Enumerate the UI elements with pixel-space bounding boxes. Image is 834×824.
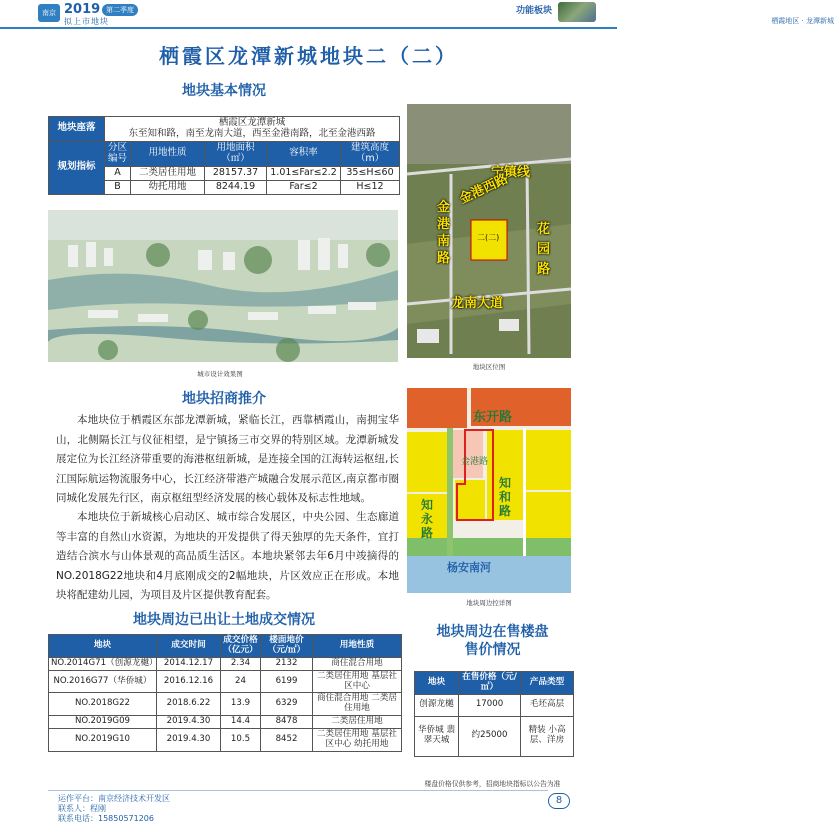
map2-road4: 知永路 (421, 498, 434, 540)
table-row (49, 670, 402, 693)
location-line1: 栖霞区龙潭新城 (218, 117, 286, 128)
location-line2: 东至知和路，南至龙南大道，西至金港南路，北至金港西路 (128, 127, 376, 139)
table-cell: 创源龙樾 (415, 694, 459, 716)
basic-info-table (48, 116, 400, 195)
table-cell: 24 (221, 670, 261, 693)
map-label-north: 宁镇线 (491, 165, 531, 180)
table-cell: 8452 (261, 729, 313, 752)
table-cell: 1.01≤Far≤2.2 (267, 166, 341, 180)
col-height: 建筑高度（m） (341, 141, 400, 166)
table-row (415, 716, 574, 756)
table-cell: 华侨城 翡翠天城 (415, 716, 459, 756)
table-cell: H≤12 (341, 180, 400, 194)
plot-label: 二(二) (477, 233, 500, 242)
table-cell: NO.2016G77（华侨城） (49, 670, 157, 693)
table-cell: 13.9 (221, 693, 261, 716)
table-cell: NO.2019G09 (49, 716, 157, 729)
table-cell: Far≤2 (267, 180, 341, 194)
location-label: 地块座落 (49, 117, 105, 142)
basic-section-title: 地块基本情况 (182, 83, 266, 99)
table-cell: 二类居住用地 基层社区中心 (313, 670, 402, 693)
table-cell: 毛坯高层 (521, 694, 574, 716)
table-cell: 35≤H≤60 (341, 166, 400, 180)
table-row (49, 729, 402, 752)
table-cell: NO.2019G10 (49, 729, 157, 752)
table-cell: 10.5 (221, 729, 261, 752)
map2-river: 杨安南河 (447, 561, 491, 574)
sales-table (414, 671, 574, 757)
table-cell: 2132 (261, 657, 313, 670)
city-badge: 南京 (38, 4, 60, 22)
table-cell: 精装 小高层、洋房 (521, 716, 574, 756)
sales-title-line1: 地块周边在售楼盘 (436, 624, 549, 640)
map2-caption: 地块周边控详图 (466, 599, 512, 607)
th: 地块 (415, 672, 459, 695)
header-subtitle: 拟上市地块 (64, 17, 109, 26)
table-cell: 14.4 (221, 716, 261, 729)
table-cell: 约25000 (459, 716, 521, 756)
transactions-section-title: 地块周边已出让土地成交情况 (133, 612, 315, 628)
page-title: 栖霞区龙潭新城地块二（二） (159, 44, 458, 68)
page-header (0, 0, 834, 26)
map-label-road2: 金港南路 (437, 200, 451, 266)
urban-design-rendering (48, 210, 398, 362)
header-thumbnail (558, 2, 596, 22)
table-cell: 商住混合用地 二类居住用地 (313, 693, 402, 716)
plan-label: 规划指标 (49, 141, 105, 194)
table-cell: B (105, 180, 131, 194)
table-cell: 17000 (459, 694, 521, 716)
col-zone: 分区编号 (105, 141, 131, 166)
th: 在售价格（元/㎡） (459, 672, 521, 695)
col-area: 用地面积（㎡） (205, 141, 267, 166)
map-label-road4: 龙南大道 (451, 296, 504, 311)
table-cell: 2018.6.22 (157, 693, 221, 716)
th: 成交价格（亿元） (221, 635, 261, 658)
header-divider (0, 27, 617, 29)
table-cell: 28157.37 (205, 166, 267, 180)
table-cell: NO.2014G71（创源龙樾） (49, 657, 157, 670)
table-cell: 2019.4.30 (157, 716, 221, 729)
map2-road3: 金港路 (461, 457, 489, 467)
table-cell: 6199 (261, 670, 313, 693)
footer-contact-person: 联系人：程刚 (58, 804, 106, 813)
table-cell: 2016.12.16 (157, 670, 221, 693)
map1-caption: 地块区位图 (472, 363, 506, 371)
photo-caption: 城市设计效果图 (197, 370, 243, 378)
control-plan-map (407, 388, 571, 593)
header-section (480, 3, 834, 26)
footer-contact (58, 794, 170, 824)
location-cell (105, 117, 400, 142)
table-row (49, 657, 402, 670)
header-year: 2019 (64, 2, 101, 17)
map2-road1: 东开路 (473, 410, 513, 425)
table-cell: 2014.12.17 (157, 657, 221, 670)
table-cell: 商住混合用地 (313, 657, 402, 670)
footer-divider (48, 790, 548, 791)
table-cell: 二类居住用地 (313, 716, 402, 729)
table-cell: A (105, 166, 131, 180)
header-district: 栖霞地区 · 龙潭新城 (771, 17, 834, 25)
th: 地块 (49, 635, 157, 658)
table-cell: 2019.4.30 (157, 729, 221, 752)
location-map (407, 104, 571, 358)
map-label-road3: 花园路 (537, 222, 551, 277)
table-cell: 8244.19 (205, 180, 267, 194)
table-row (49, 693, 402, 716)
table-header-row (49, 635, 402, 658)
map2-road2: 知和路 (499, 476, 512, 518)
table-cell: 二类居住用地 (131, 166, 205, 180)
sales-section-title (405, 623, 580, 659)
table-cell: 幼托用地 (131, 180, 205, 194)
table-cell: 8478 (261, 716, 313, 729)
promo-paragraph-1: 本地块位于栖霞区东部龙潭新城，紧临长江，西靠栖霞山，南拥宝华山，北侧隔长江与仪征相望，是宁镇扬三市交界的特别区域。龙潭新城发展定位为长江经济带重要的海港枢纽新城，是连接全国的江海转运枢纽,长江国际航运物流服务中心，长江经济带港产城融合发展示范区,南京都市圈同城化发展先行区，南京枢纽型经济发展的核心载体及标志性地域。 (56, 414, 399, 504)
th: 产品类型 (521, 672, 574, 695)
table-row (415, 694, 574, 716)
sales-title-line2: 售价情况 (464, 642, 521, 658)
footer-platform: 运作平台：南京经济技术开发区 (58, 794, 170, 803)
page-number: 8 (548, 793, 570, 809)
table-header-row (415, 672, 574, 695)
th: 成交时间 (157, 635, 221, 658)
col-use: 用地性质 (131, 141, 205, 166)
col-far: 容积率 (267, 141, 341, 166)
header-section-title: 功能板块 (515, 6, 552, 16)
table-cell: 6329 (261, 693, 313, 716)
th: 楼面地价（元/㎡） (261, 635, 313, 658)
price-note: 楼盘价格仅供参考，招商地块指标以公告为准 (424, 780, 561, 788)
table-cell: 二类居住用地 基层社区中心 幼托用地 (313, 729, 402, 752)
footer-phone: 联系电话：15850571206 (58, 814, 154, 823)
transactions-table (48, 634, 402, 752)
header-quarter: 第二季度 (102, 4, 138, 16)
table-cell: 2.34 (221, 657, 261, 670)
table-cell: NO.2018G22 (49, 693, 157, 716)
promo-section-title: 地块招商推介 (182, 391, 266, 407)
map-label-road1: 金港西路 (457, 171, 511, 208)
table-row (49, 716, 402, 729)
th: 用地性质 (313, 635, 402, 658)
promo-paragraph-2: 本地块位于新城核心启动区、城市综合发展区，中央公园、生态廊道等丰富的自然山水资源，为地块的开发提供了得天独厚的先天条件，宜打造结合滨水与山体景观的高品质生活区。本地块紧邻去年6月中竣摘得的NO.2018G22地块和4月底刚成交的2幅地块，片区效应正在形成。本地块将配建幼儿园，为项目及片区提供教育配套。 (56, 511, 399, 601)
